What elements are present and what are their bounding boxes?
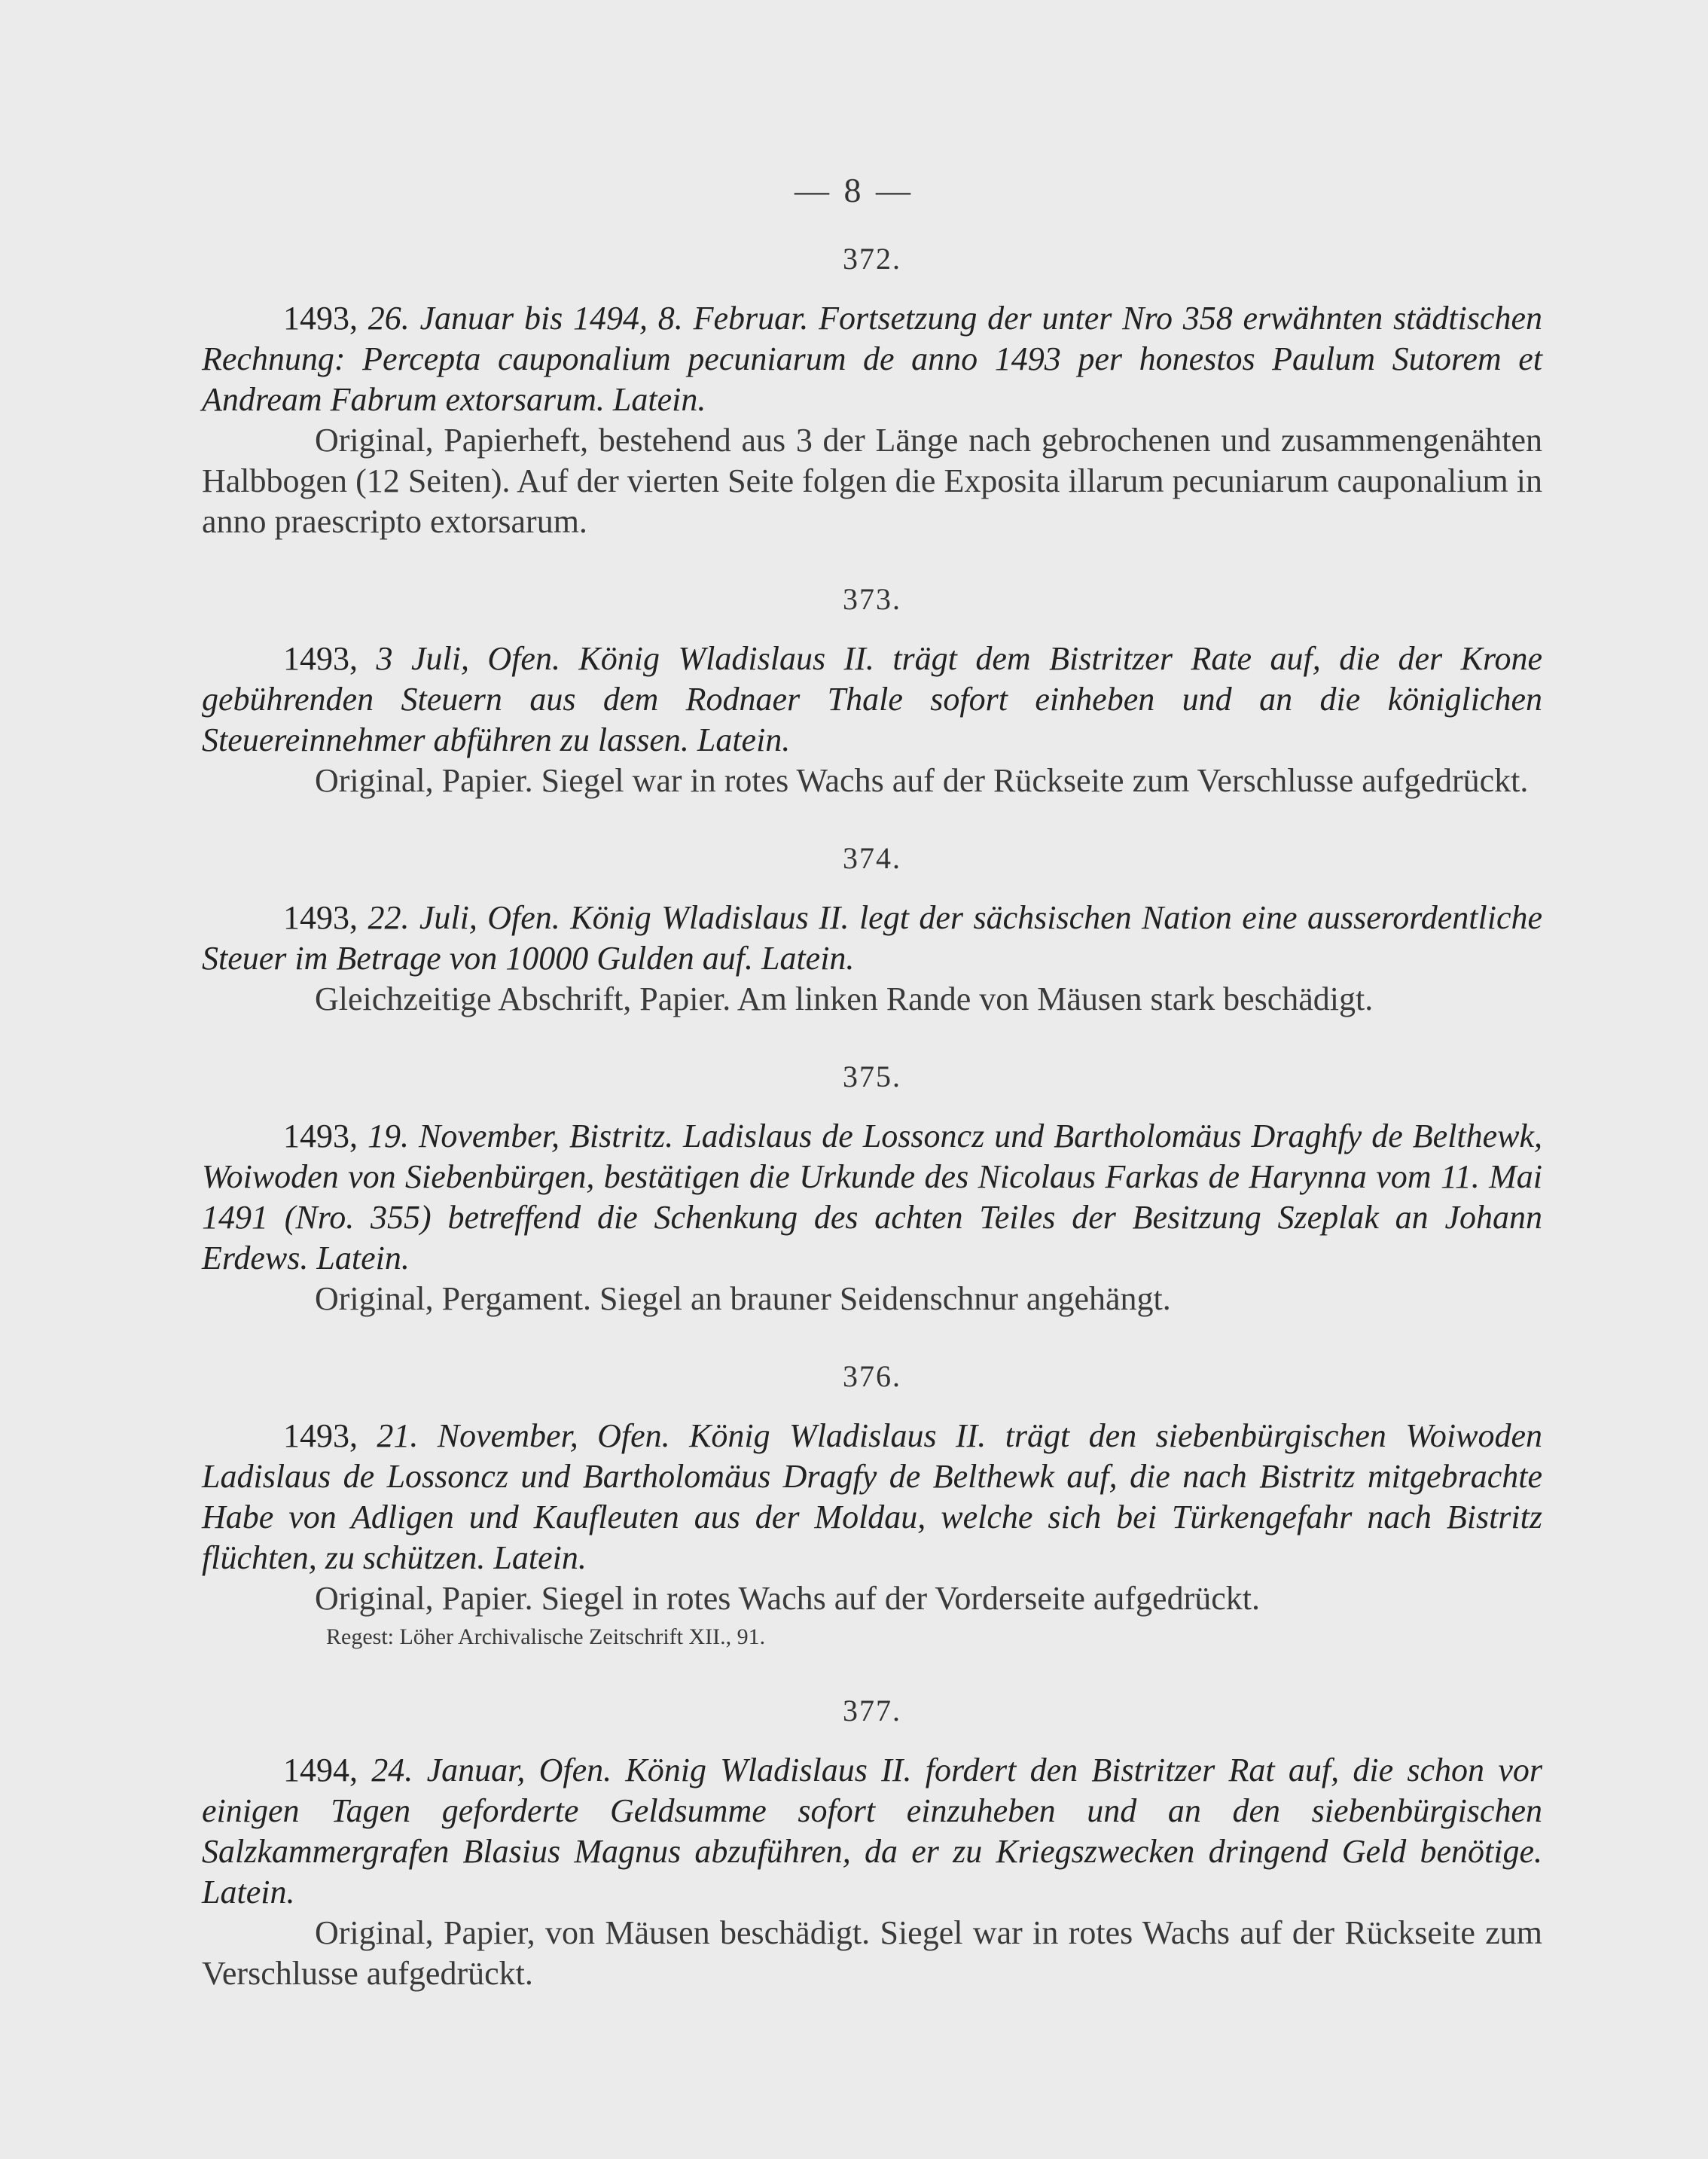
entry-year: 1494,: [283, 1752, 358, 1788]
entry-376: [202, 1357, 1542, 1654]
entry-number: 375.: [843, 1060, 901, 1093]
entry-372: [202, 239, 1542, 542]
page-number: — 8 —: [795, 171, 913, 209]
entry-regest: [202, 298, 1542, 420]
entry-regest-text: 21. November, Ofen. König Wladislaus II. trägt den siebenbürgischen Woiwoden Ladislaus de Lossoncz und Bartholomäus Dragfy de Belthewk auf, die nach Bistritz mitgebrachte Habe von Adligen und Kaufleuten aus der Moldau, welche sich bei Türkengefahr nach Bistritz flüchten, zu schützen. Latein.: [202, 1417, 1543, 1576]
entry-literature: Regest: Löher Archivalische Zeitschrift XII., 91.: [326, 1624, 766, 1649]
entry-regest: [202, 1416, 1542, 1578]
entry-regest-text: 26. Januar bis 1494, 8. Februar. Fortsetzung der unter Nro 358 erwähnten städtischen Rechnung: Percepta cauponalium pecuniarum de anno 1493 per honestos Paulum Sutorem et Andream Fabrum extorsarum. Latein.: [202, 300, 1542, 418]
entry-regest: [202, 1116, 1542, 1279]
entry-number: 377.: [843, 1694, 901, 1728]
entry-year: 1493,: [283, 640, 358, 677]
entry-number: 374.: [843, 841, 901, 875]
entry-year: 1493,: [283, 1118, 358, 1154]
entry-note: Original, Pergament. Siegel an brauner Seidenschnur angehängt.: [315, 1280, 1171, 1317]
entry-year: 1493,: [283, 899, 358, 936]
entry-regest-text: 24. Januar, Ofen. König Wladislaus II. fordert den Bistritzer Rat auf, die schon vor einigen Tagen geforderte Geldsumme sofort einzuheben und an den siebenbürgischen Salzkammergrafen Blasius Magnus abzuführen, da er zu Kriegszwecken dringend Geld benötige. Latein.: [202, 1752, 1542, 1910]
entry-note: Original, Papier. Siegel war in rotes Wachs auf der Rückseite zum Verschlusse aufgedrückt.: [315, 762, 1529, 799]
entry-year: 1493,: [283, 300, 358, 337]
entry-374: [202, 839, 1542, 1020]
entry-number: 372.: [843, 242, 901, 276]
entry-regest-text: 22. Juli, Ofen. König Wladislaus II. legt der sächsischen Nation eine ausserordentliche Steuer im Betrage von 10000 Gulden auf. Latein.: [202, 899, 1543, 977]
entry-note: Original, Papier, von Mäusen beschädigt. Siegel war in rotes Wachs auf der Rückseite zum Verschlusse aufgedrückt.: [202, 1914, 1542, 1992]
entries-list: [202, 239, 1542, 1994]
entry-number: 373.: [843, 582, 901, 616]
entry-375: [202, 1057, 1542, 1319]
entry-373: [202, 580, 1542, 801]
entry-regest-text: 19. November, Bistritz. Ladislaus de Lossoncz und Bartholomäus Draghfy de Belthewk, Woiwoden von Siebenbürgen, bestätigen die Urkunde des Nicolaus Farkas de Harynna vom 11. Mai 1491 (Nro. 355) betreffend die Schenkung des achten Teiles der Besitzung Szeplak an Johann Erdews. Latein.: [202, 1118, 1543, 1276]
entry-number: 376.: [843, 1359, 901, 1393]
entry-year: 1493,: [283, 1417, 358, 1454]
entry-regest: [202, 898, 1542, 979]
entry-note: Original, Papier. Siegel in rotes Wachs auf der Vorderseite aufgedrückt.: [315, 1580, 1260, 1617]
entry-regest: [202, 1750, 1542, 1913]
entry-regest: [202, 639, 1542, 761]
entry-regest-text: 3 Juli, Ofen. König Wladislaus II. trägt dem Bistritzer Rate auf, die der Krone gebührenden Steuern aus dem Rodnaer Thale sofort einheben und an die königlichen Steuereinnehmer abführen zu lassen. Latein.: [202, 640, 1542, 758]
entry-note: Original, Papierheft, bestehend aus 3 der Länge nach gebrochenen und zusammengenähten Halbbogen (12 Seiten). Auf der vierten Seite folgen die Exposita illarum pecuniarum cauponalium in anno praescripto extorsarum.: [202, 422, 1542, 540]
entry-note: Gleichzeitige Abschrift, Papier. Am linken Rande von Mäusen stark beschädigt.: [315, 980, 1374, 1017]
entry-377: [202, 1691, 1542, 1994]
